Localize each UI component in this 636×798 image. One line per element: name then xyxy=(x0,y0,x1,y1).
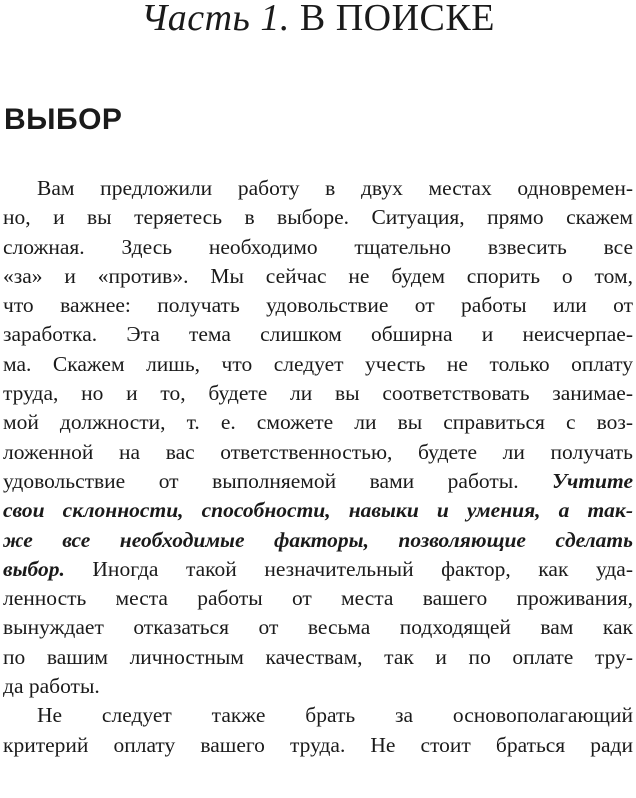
text-run: «за» и «против». Мы сейчас не будем спорить о том, xyxy=(3,263,633,288)
text-run: ложенной на вас ответственностью, будете ли получать xyxy=(3,439,633,464)
text-run: Не следует также брать за основополагающий xyxy=(37,703,633,728)
text-run: ма. Скажем лишь, что следует учесть не только оплату xyxy=(3,351,633,376)
section-title: ВЫБОР xyxy=(4,103,123,136)
text-run: удовольствие от выполняемой вами работы. xyxy=(3,468,553,493)
text-line xyxy=(3,350,633,379)
text-line xyxy=(3,613,633,642)
text-line xyxy=(3,262,633,291)
text-run: что важнее: получать удовольствие от работы или от xyxy=(3,293,633,318)
text-run: да работы. xyxy=(3,674,100,699)
part-label: Часть 1. xyxy=(141,0,290,39)
body-text xyxy=(3,174,633,760)
emphasis-text: выбор. xyxy=(3,556,65,581)
text-run: сложная. Здесь необходимо тщательно взвесить все xyxy=(3,234,633,259)
text-run: Иногда такой незначительный фактор, как уда- xyxy=(64,556,633,581)
text-run: заработка. Эта тема слишком обширна и неисчерпае- xyxy=(3,322,633,347)
text-line xyxy=(3,174,633,203)
paragraph xyxy=(3,701,633,760)
text-line xyxy=(3,731,633,760)
text-line xyxy=(3,233,633,262)
text-line xyxy=(3,701,633,730)
emphasis-text: же все необходимые факторы, позволяющие сделать xyxy=(3,527,633,552)
text-line xyxy=(3,379,633,408)
text-line xyxy=(3,672,633,701)
text-line xyxy=(3,643,633,672)
paragraph xyxy=(3,174,633,701)
text-run: ленность места работы от места вашего проживания, xyxy=(3,586,633,611)
emphasis-text: свои склонности, способности, навыки и умения, а так- xyxy=(3,498,633,523)
text-line xyxy=(3,467,633,496)
text-run: но, и вы теряетесь в выборе. Ситуация, прямо скажем xyxy=(3,205,633,230)
text-run: труда, но и то, будете ли вы соответствовать занимае- xyxy=(3,381,633,406)
text-line xyxy=(3,438,633,467)
text-line xyxy=(3,291,633,320)
text-run: мой должности, т. е. сможете ли вы справиться с воз- xyxy=(3,410,633,435)
emphasis-text: Учтите xyxy=(552,468,633,493)
text-run: по вашим личностным качествам, так и по оплате тру- xyxy=(3,644,633,669)
text-line xyxy=(3,496,633,525)
text-run: вынуждает отказаться от весьма подходящей вам как xyxy=(3,615,633,640)
text-line xyxy=(3,526,633,555)
text-run: Вам предложили работу в двух местах одновремен- xyxy=(37,176,633,200)
part-title: В ПОИСКЕ xyxy=(299,0,495,39)
text-line xyxy=(3,408,633,437)
text-line xyxy=(3,203,633,232)
text-run: критерий оплату вашего труда. Не стоит браться ради xyxy=(3,732,633,757)
part-heading xyxy=(0,0,636,40)
text-line xyxy=(3,555,633,584)
text-line xyxy=(3,320,633,349)
text-line xyxy=(3,584,633,613)
